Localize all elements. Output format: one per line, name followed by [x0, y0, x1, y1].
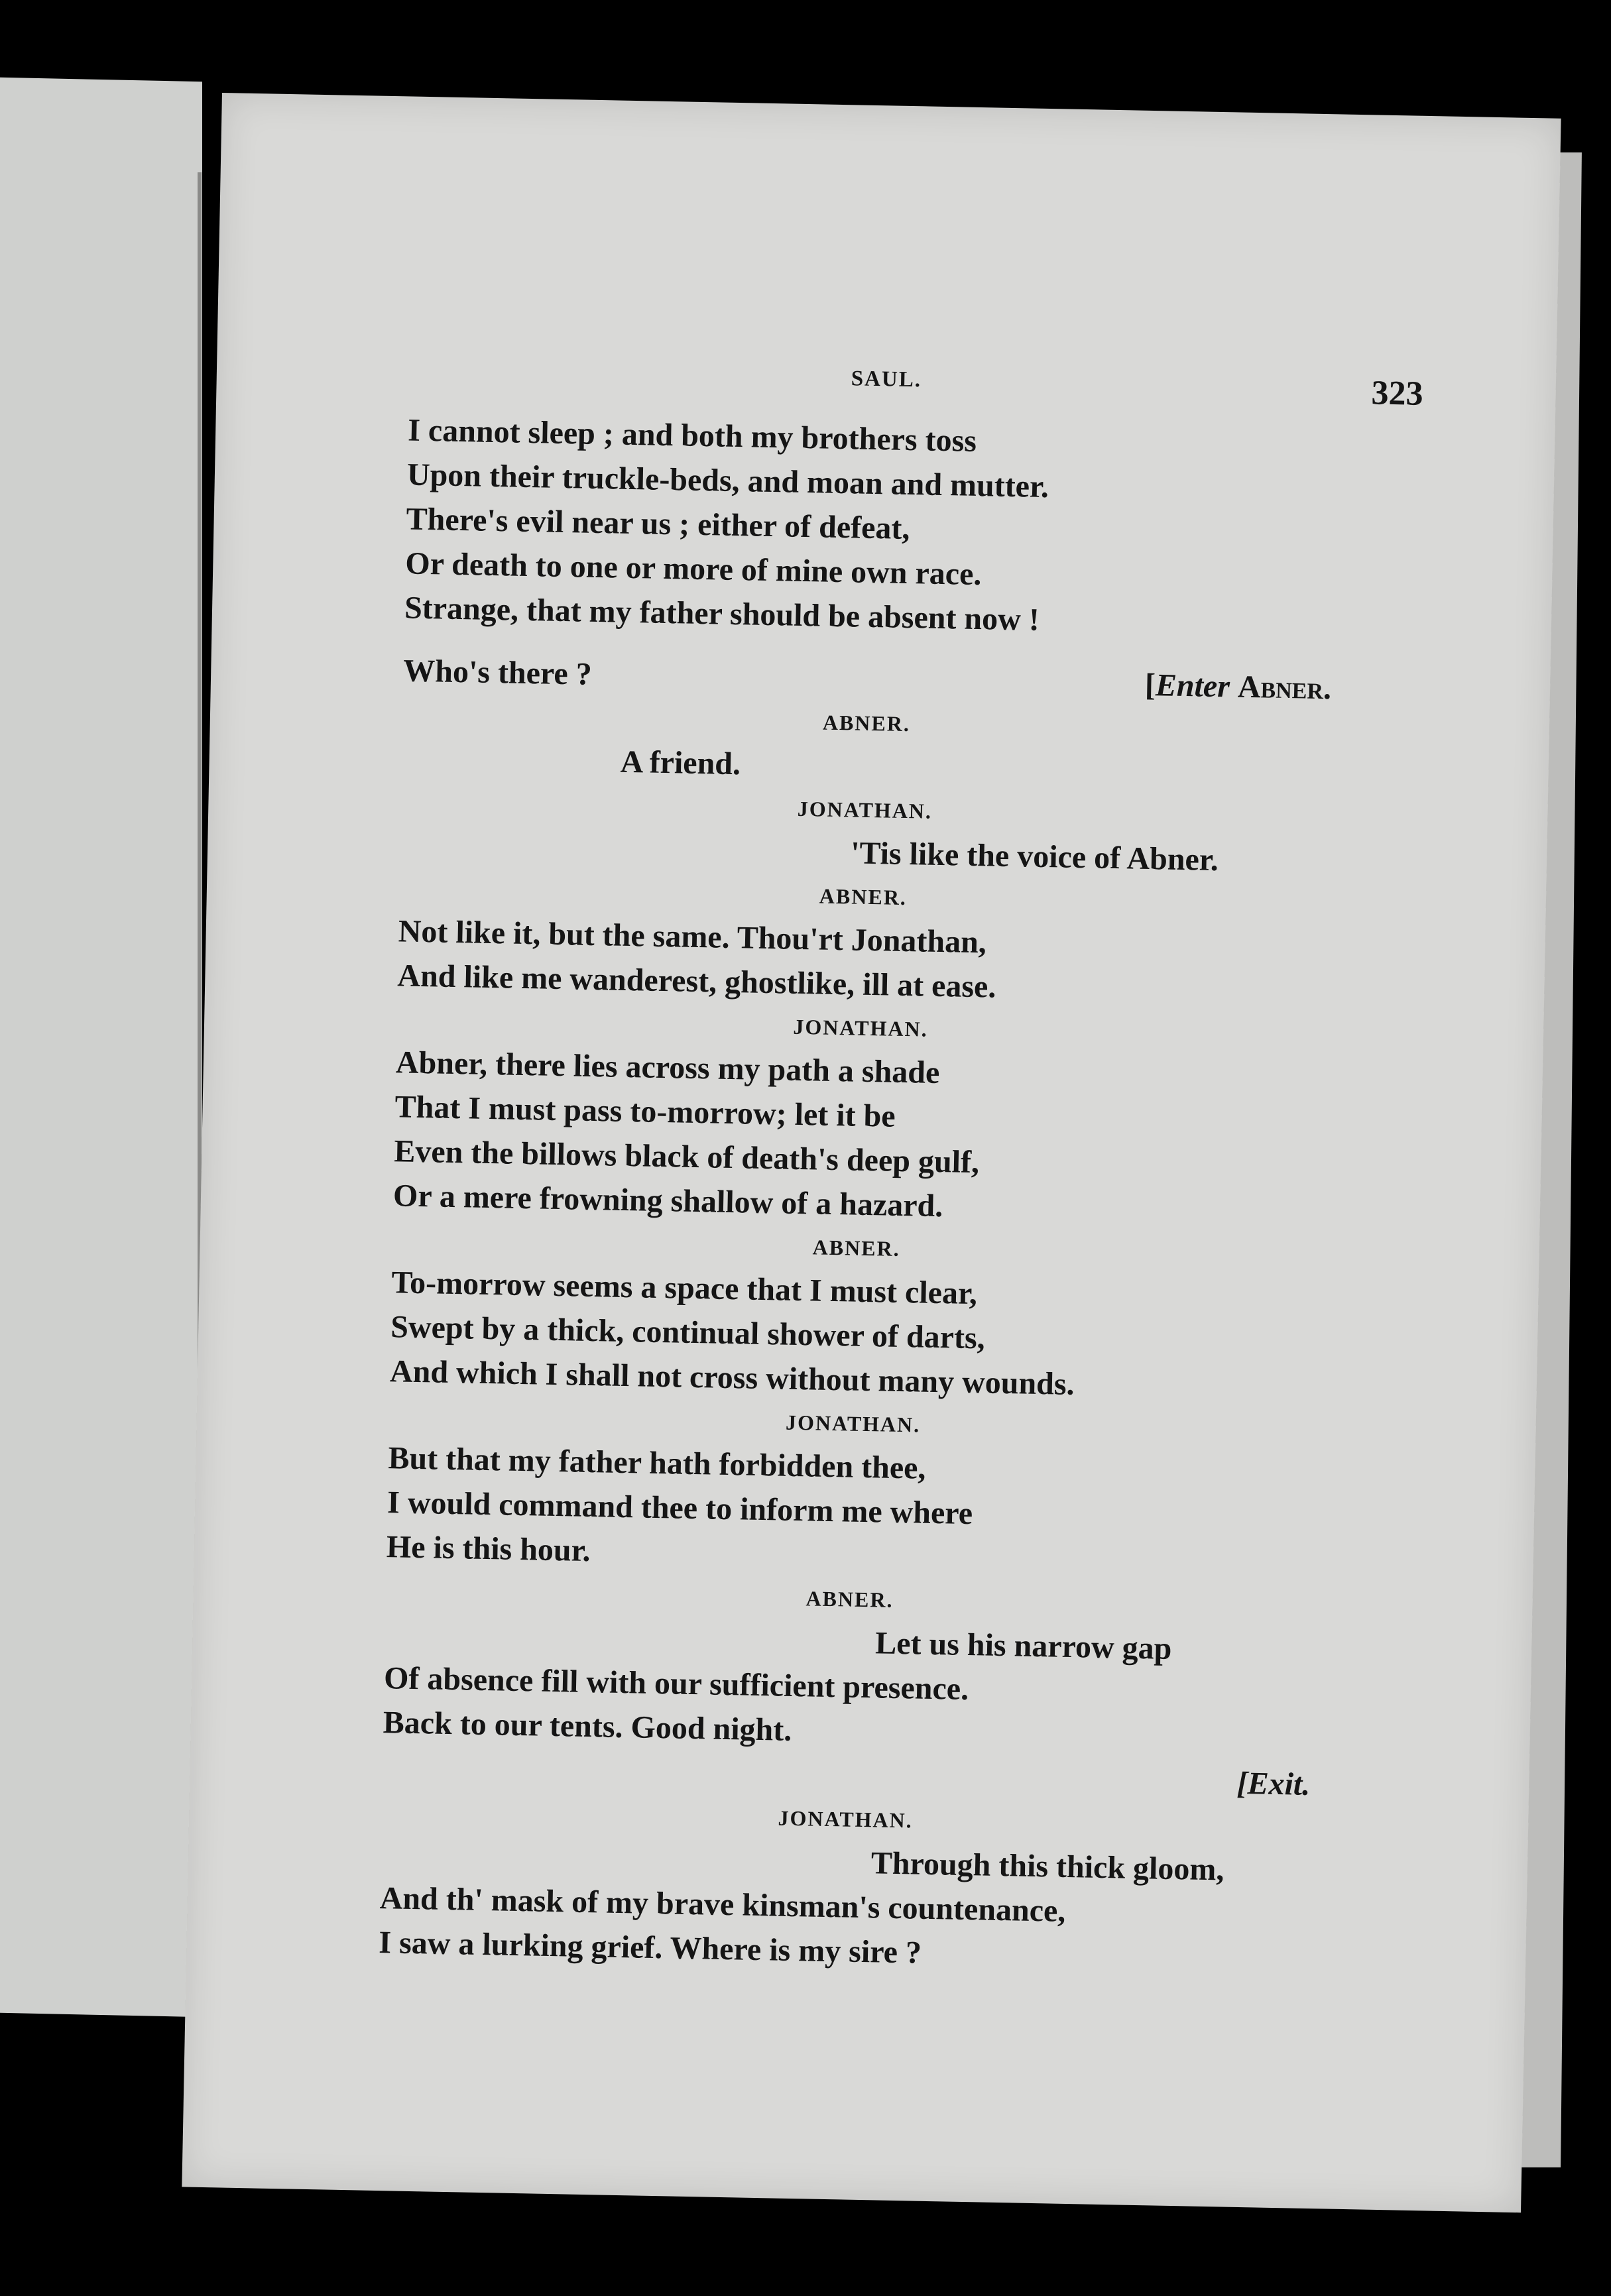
verse-line: There's evil near us ; either of defeat, [406, 501, 910, 547]
page-number: 323 [1371, 374, 1424, 413]
speaker-name: ABNER. [819, 884, 908, 910]
speaker-name: JONATHAN. [797, 796, 933, 823]
stage-direction: [Exit. [1236, 1765, 1311, 1802]
speaker-name: JONATHAN. [785, 1410, 921, 1437]
speaker-name: JONATHAN. [793, 1014, 929, 1041]
verse-line: Who's there ? [402, 653, 593, 692]
speaker-name: JONATHAN. [778, 1806, 914, 1833]
speaker-name: ABNER. [812, 1235, 901, 1261]
verse-line: I would command thee to inform me where [387, 1485, 973, 1532]
verse-line: I saw a lurking grief. Where is my sire ? [378, 1925, 922, 1971]
verse-line: But that my father hath forbidden thee, [387, 1440, 926, 1486]
verse-line: Back to our tents. Good night. [383, 1705, 792, 1748]
verse-line: And which I shall not cross without many wounds. [389, 1353, 1075, 1403]
verse-line: Let us his narrow gap [874, 1625, 1172, 1666]
verse-line: Even the billows black of death's deep gulf, [393, 1133, 980, 1180]
verse-line: To-morrow seems a space that I must clear, [391, 1265, 978, 1312]
verse-line: I cannot sleep ; and both my brothers toss [407, 412, 977, 459]
verse-line: That I must pass to-morrow; let it be [394, 1089, 896, 1134]
verse-line: Abner, there lies across my path a shade [395, 1045, 940, 1091]
stage-direction: [Enter Abner. [1144, 667, 1332, 707]
verse-line: Or death to one or more of mine own race. [404, 545, 982, 593]
verse-line: Not like it, but the same. Thou'rt Jonathan, [398, 913, 987, 960]
play-text [379, 408, 1337, 1982]
verse-line: Upon their truckle-beds, and moan and mutter. [406, 457, 1049, 505]
left-page-edge [0, 78, 202, 2017]
verse-line: And like me wanderest, ghostlike, ill at ease. [396, 958, 996, 1005]
verse-line: Of absence fill with our sufficient presence. [383, 1660, 969, 1707]
verse-line: Swept by a thick, continual shower of darts, [390, 1309, 986, 1356]
speaker-name: ABNER. [822, 710, 911, 736]
verse-line: Or a mere frowning shallow of a hazard. [392, 1178, 943, 1224]
verse-line: And th' mask of my brave kinsman's countenance, [379, 1880, 1066, 1929]
running-head: SAUL. [851, 367, 922, 392]
verse-line: He is this hour. [386, 1529, 591, 1569]
book-page [182, 93, 1561, 2212]
verse-line: Strange, that my father should be absent now ! [404, 590, 1040, 638]
verse-line: A friend. [620, 744, 741, 782]
speaker-name: ABNER. [806, 1586, 894, 1612]
verse-line: 'Tis like the voice of Abner. [850, 835, 1219, 878]
verse-line: Through this thick gloom, [870, 1845, 1224, 1888]
